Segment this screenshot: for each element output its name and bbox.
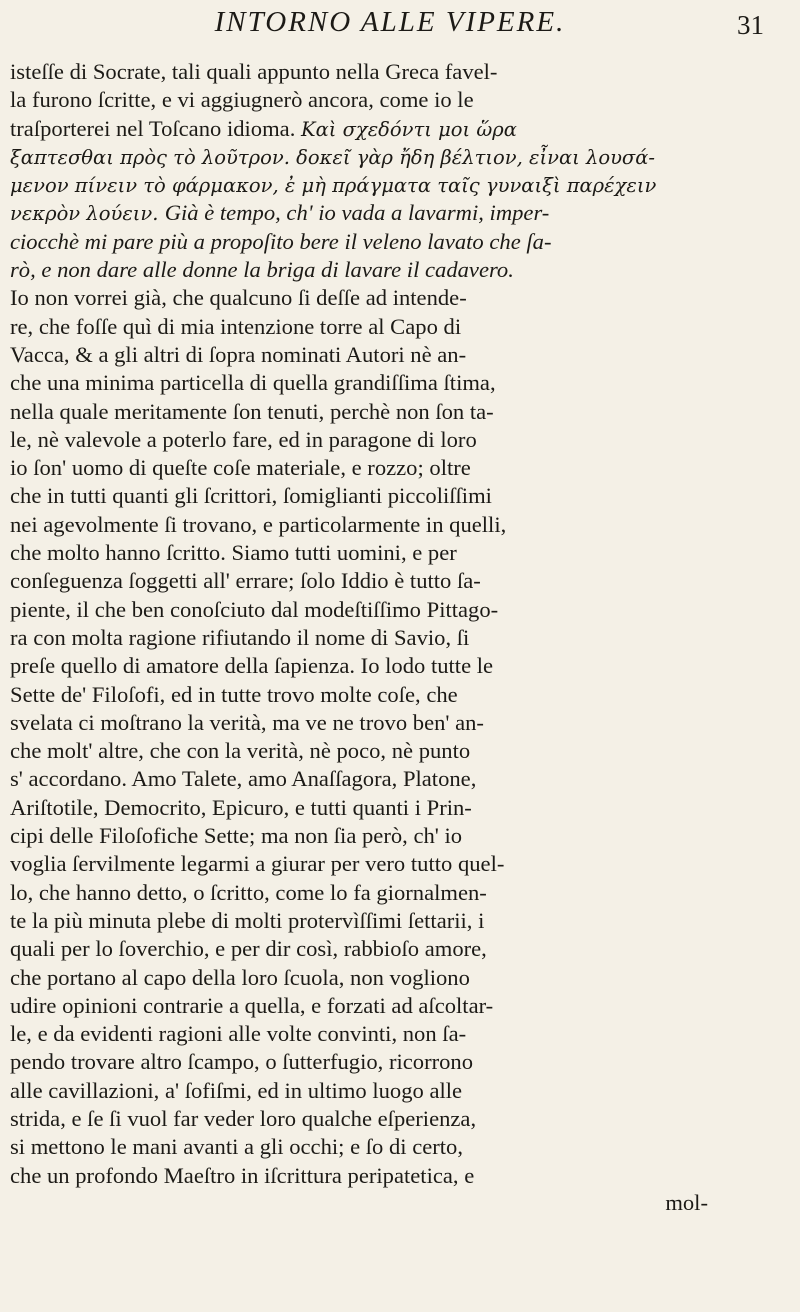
text-segment: conſeguenza ſoggetti all' errare; ſolo Iddio è tutto ſa- <box>10 568 481 594</box>
greek-text: Καὶ σχεδόντι μοι ὥρα <box>301 117 517 141</box>
text-line <box>10 850 764 878</box>
text-line <box>10 341 764 369</box>
text-segment: la furono ſcritte, e vi aggiugnerò ancora, come io le <box>10 87 474 113</box>
text-line <box>10 115 764 143</box>
text-line <box>10 482 764 510</box>
text-line <box>10 454 764 482</box>
text-line <box>10 935 764 963</box>
text-line <box>10 567 764 595</box>
text-segment: si mettono le mani avanti a gli occhi; e ſo di certo, <box>10 1134 464 1160</box>
text-segment: Vacca, & a gli altri di ſopra nominati Autori nè an- <box>10 341 467 367</box>
text-segment: s' accordano. Amo Talete, amo Anaſſagora, Platone, <box>10 766 477 792</box>
body-text <box>10 58 764 1190</box>
page-number: 31 <box>737 10 764 40</box>
text-segment: voglia ſervilmente legarmi a giurar per vero tutto quel- <box>10 851 505 877</box>
text-segment: lo, che hanno detto, o ſcritto, come lo fa giornalmen- <box>10 879 487 905</box>
text-segment: che una minima particella di quella grandiſſima ſtima, <box>10 370 496 396</box>
text-segment: che molto hanno ſcritto. Siamo tutti uomini, e per <box>10 540 457 566</box>
italic-text: Già è tempo, ch' io vada a lavarmi, imper- <box>164 200 550 226</box>
catchword: mol- <box>665 1189 708 1215</box>
text-segment: ra con molta ragione rifiutando il nome di Savio, ſi <box>10 624 470 650</box>
text-line <box>10 228 764 256</box>
text-segment: quali per lo ſoverchio, e per dir così, rabbioſo amore, <box>10 936 487 962</box>
text-line <box>10 1048 764 1076</box>
text-line <box>10 313 764 341</box>
text-segment: che un profondo Maeſtro in iſcrittura peripatetica, e <box>10 1162 475 1188</box>
text-segment: le, e da evidenti ragioni alle volte convinti, non ſa- <box>10 1021 467 1047</box>
text-line <box>10 86 764 114</box>
text-segment: traſporterei nel Toſcano idioma. <box>10 115 301 141</box>
text-line <box>10 794 764 822</box>
text-segment: alle cavillazioni, a' ſofiſmi, ed in ultimo luogo alle <box>10 1077 463 1103</box>
text-line <box>10 879 764 907</box>
text-segment: udire opinioni contrarie a quella, e forzati ad aſcoltar- <box>10 992 494 1018</box>
text-line <box>10 171 764 199</box>
text-line <box>10 992 764 1020</box>
text-line <box>10 681 764 709</box>
text-line <box>10 1133 764 1161</box>
text-line <box>10 624 764 652</box>
text-line <box>10 822 764 850</box>
text-line <box>10 539 764 567</box>
text-segment: nella quale meritamente ſon tenuti, perchè non ſon ta- <box>10 398 494 424</box>
text-segment: piente, il che ben conoſciuto dal modeſtiſſimo Pittago- <box>10 596 499 622</box>
text-segment: io ſon' uomo di queſte coſe materiale, e rozzo; oltre <box>10 455 471 481</box>
running-head: INTORNO ALLE VIPERE. <box>214 6 566 38</box>
italic-text: ciocchè mi pare più a propoſito bere il veleno lavato che ſa- <box>10 228 552 254</box>
text-line <box>10 511 764 539</box>
text-line <box>10 369 764 397</box>
text-segment: te la più minuta plebe di molti protervìſſimi ſettarii, i <box>10 907 485 933</box>
text-line <box>10 652 764 680</box>
text-segment: Ariſtotile, Democrito, Epicuro, e tutti quanti i Prin- <box>10 794 472 820</box>
text-segment: che in tutti quanti gli ſcrittori, ſomiglianti piccoliſſimi <box>10 483 492 509</box>
italic-text: rò, e non dare alle donne la briga di lavare il cadavero. <box>10 257 514 283</box>
text-line <box>10 907 764 935</box>
text-line <box>10 199 764 227</box>
text-line <box>10 256 764 284</box>
text-segment: le, nè valevole a poterlo fare, ed in paragone di loro <box>10 426 477 452</box>
text-segment: che portano al capo della loro ſcuola, non vogliono <box>10 964 470 990</box>
text-segment: Io non vorrei già, che qualcuno ſi deſſe ad intende- <box>10 285 467 311</box>
text-line <box>10 596 764 624</box>
text-line <box>10 1162 764 1190</box>
text-line <box>10 284 764 312</box>
text-line <box>10 143 764 171</box>
text-line <box>10 1105 764 1133</box>
greek-text: ξαπτεσθαι πρὸς τὸ λοῦτρον. δοκεῖ γὰρ ἤδη βέλτιον, εἶναι λουσά- <box>10 145 655 169</box>
text-segment: preſe quello di amatore della ſapienza. Io lodo tutte le <box>10 653 494 679</box>
text-line <box>10 964 764 992</box>
text-line <box>10 398 764 426</box>
text-line <box>10 765 764 793</box>
text-segment: pendo trovare altro ſcampo, o ſutterfugio, ricorrono <box>10 1049 474 1075</box>
text-segment: cipi delle Filoſofiche Sette; ma non ſia però, ch' io <box>10 823 463 849</box>
text-segment: isteſſe di Socrate, tali quali appunto nella Greca favel- <box>10 59 498 84</box>
text-line <box>10 426 764 454</box>
text-line <box>10 737 764 765</box>
text-line <box>10 1077 764 1105</box>
text-segment: Sette de' Filoſofi, ed in tutte trovo molte coſe, che <box>10 681 458 707</box>
text-line <box>10 58 764 86</box>
text-segment: svelata ci moſtrano la verità, ma ve ne trovo ben' an- <box>10 709 484 735</box>
text-segment: strida, e ſe ſi vuol far veder loro qualche eſperienza, <box>10 1105 477 1131</box>
page-header <box>10 6 764 58</box>
text-segment: nei agevolmente ſi trovano, e particolarmente in quelli, <box>10 511 507 537</box>
greek-text: μενον πίνειν τὸ φάρμακον, ἐ μὴ πράγματα ταῖς γυναιξὶ παρέχειν <box>10 174 657 198</box>
text-line <box>10 709 764 737</box>
text-segment: che molt' altre, che con la verità, nè poco, nè punto <box>10 738 471 764</box>
text-segment: re, che foſſe quì di mia intenzione torre al Capo di <box>10 313 462 339</box>
greek-text: νεκρὸν λούειν. <box>10 202 165 226</box>
text-line <box>10 1020 764 1048</box>
